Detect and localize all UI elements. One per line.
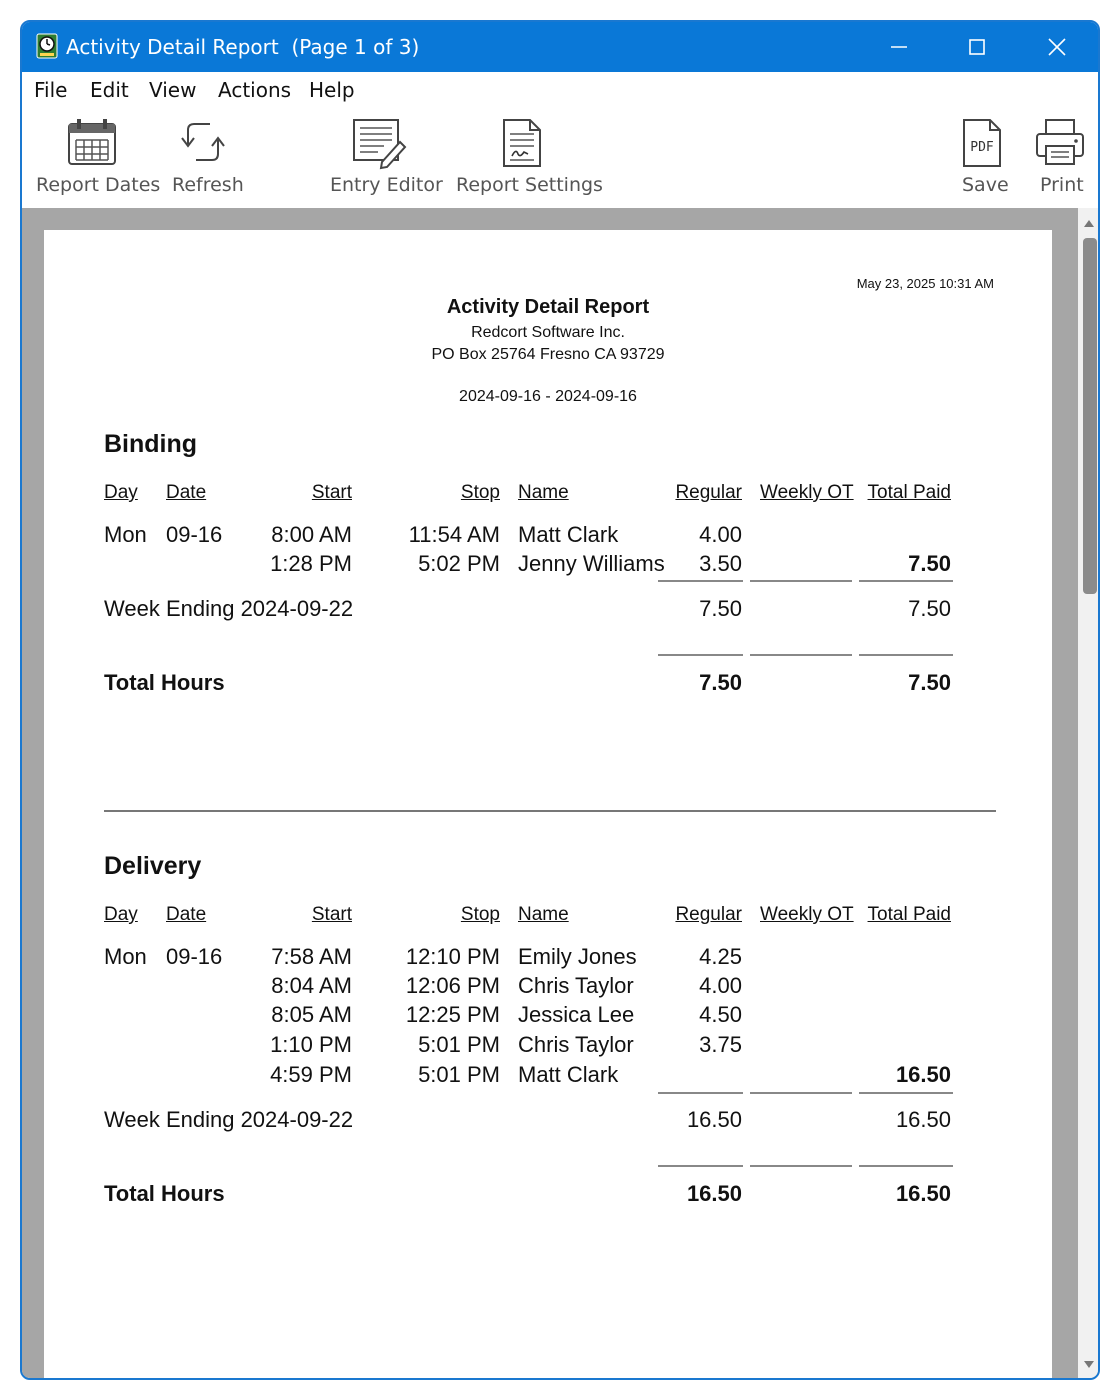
entry-name: Matt Clark: [518, 522, 619, 547]
week-total-paid: 16.50: [895, 1107, 951, 1132]
minimize-icon: [888, 36, 910, 58]
total-rule: [859, 654, 953, 656]
minimize-button[interactable]: [860, 22, 938, 72]
column-header-total-paid: Total Paid: [867, 482, 951, 503]
title-bar[interactable]: [22, 22, 1098, 72]
column-header-start: Start: [311, 904, 352, 925]
report-date-range: 2024-09-16 - 2024-09-16: [459, 388, 637, 405]
entry-stop: 12:25 PM: [405, 1002, 500, 1027]
column-header-stop: Stop: [460, 482, 500, 503]
entry-date: 09-16: [166, 522, 223, 547]
entry-name: Jessica Lee: [518, 1002, 635, 1027]
entry-regular: 3.75: [699, 1032, 742, 1057]
menu-file[interactable]: File: [34, 78, 68, 102]
maximize-button[interactable]: [938, 22, 1016, 72]
refresh-icon: [178, 116, 228, 168]
total-rule: [750, 654, 852, 656]
week-total-paid: 7.50: [908, 596, 951, 621]
menu-view[interactable]: View: [149, 78, 197, 102]
entry-start: 1:10 PM: [270, 1032, 352, 1057]
report-timestamp: May 23, 2025 10:31 AM: [856, 276, 994, 291]
refresh-label: Refresh: [172, 174, 244, 196]
week-regular: 16.50: [686, 1107, 742, 1132]
entry-regular: 4.00: [699, 973, 742, 998]
entry-day: Mon: [104, 944, 147, 969]
total-paid: 16.50: [895, 1181, 951, 1206]
company-address: PO Box 25764 Fresno CA 93729: [431, 346, 665, 363]
report-settings-icon: [500, 116, 544, 170]
section-title-delivery: Delivery: [104, 852, 202, 880]
scroll-up-arrow-icon[interactable]: [1084, 220, 1094, 227]
total-regular: 7.50: [699, 670, 742, 695]
entry-editor-button[interactable]: [322, 108, 443, 208]
print-label: Print: [1040, 174, 1084, 196]
column-header-regular: Regular: [675, 904, 742, 925]
entry-stop: 12:10 PM: [405, 944, 500, 969]
pdf-icon-text: PDF: [970, 140, 994, 155]
entry-start: 7:58 AM: [271, 944, 352, 969]
entry-editor-icon: [352, 116, 408, 170]
column-header-date: Date: [166, 482, 207, 503]
column-header-total-paid: Total Paid: [867, 904, 951, 925]
entry-start: 8:05 AM: [271, 1002, 352, 1027]
toolbar: [22, 108, 1098, 208]
total-rule: [750, 1165, 852, 1167]
report-title: Activity Detail Report: [446, 296, 650, 318]
entry-start: 8:00 AM: [271, 522, 352, 547]
report-page: [44, 230, 1052, 1380]
column-header-name: Name: [518, 482, 569, 503]
total-paid: 7.50: [908, 670, 951, 695]
entry-regular: 4.25: [699, 944, 742, 969]
report-settings-label: Report Settings: [456, 174, 603, 196]
entry-stop: 11:54 AM: [408, 522, 500, 547]
maximize-icon: [966, 36, 988, 58]
entry-start: 4:59 PM: [270, 1062, 352, 1087]
entry-stop: 5:01 PM: [418, 1032, 500, 1057]
subtotal-rule: [859, 1092, 953, 1094]
column-header-weekly-ot: Weekly OT: [760, 482, 854, 503]
report-viewport[interactable]: [22, 208, 1100, 1380]
vertical-scrollbar[interactable]: [1078, 208, 1100, 1380]
entry-regular: 4.00: [699, 522, 742, 547]
report-dates-button[interactable]: [34, 108, 161, 208]
company-name: Redcort Software Inc.: [471, 324, 625, 341]
entry-stop: 12:06 PM: [405, 973, 500, 998]
section-divider: [104, 810, 996, 812]
column-header-day: Day: [104, 904, 138, 925]
menu-bar: [22, 72, 1098, 108]
week-regular: 7.50: [699, 596, 742, 621]
total-hours-label: Total Hours: [104, 1181, 225, 1206]
subtotal-rule: [859, 580, 953, 582]
subtotal-rule: [750, 1092, 852, 1094]
report-settings-button[interactable]: [454, 108, 603, 208]
refresh-button[interactable]: [162, 108, 242, 208]
scroll-down-arrow-icon[interactable]: [1084, 1361, 1094, 1368]
menu-help[interactable]: Help: [309, 78, 355, 102]
calendar-icon: [67, 116, 117, 168]
column-header-date: Date: [166, 904, 207, 925]
entry-stop: 5:02 PM: [418, 551, 500, 576]
app-clock-icon: [36, 33, 58, 59]
column-header-stop: Stop: [460, 904, 500, 925]
week-ending-label: Week Ending 2024-09-22: [104, 1107, 354, 1132]
close-icon: [1046, 36, 1068, 58]
entry-regular: 4.50: [699, 1002, 742, 1027]
column-header-day: Day: [104, 482, 138, 503]
scroll-thumb[interactable]: [1083, 238, 1097, 594]
printer-icon: [1034, 116, 1086, 168]
entry-name: Matt Clark: [518, 1062, 619, 1087]
save-label: Save: [962, 174, 1009, 196]
subtotal-rule: [750, 580, 852, 582]
entry-start: 1:28 PM: [270, 551, 352, 576]
report-dates-label: Report Dates: [36, 174, 161, 196]
total-hours-label: Total Hours: [104, 670, 225, 695]
save-pdf-button[interactable]: [952, 108, 1010, 208]
app-window: [20, 20, 1100, 1380]
total-rule: [658, 1165, 743, 1167]
close-button[interactable]: [1018, 22, 1096, 72]
entry-day: Mon: [104, 522, 147, 547]
column-header-start: Start: [311, 482, 352, 503]
subtotal-rule: [658, 580, 743, 582]
week-ending-label: Week Ending 2024-09-22: [104, 596, 354, 621]
entry-start: 8:04 AM: [271, 973, 352, 998]
column-header-name: Name: [518, 904, 569, 925]
entry-name: Emily Jones: [518, 944, 637, 969]
menu-edit[interactable]: Edit: [90, 78, 129, 102]
entry-editor-label: Entry Editor: [330, 174, 443, 196]
entry-stop: 5:01 PM: [418, 1062, 500, 1087]
entry-total: 7.50: [908, 551, 951, 576]
entry-name: Chris Taylor: [518, 973, 634, 998]
window-title: Activity Detail Report (Page 1 of 3): [66, 35, 420, 59]
entry-name: Chris Taylor: [518, 1032, 634, 1057]
total-rule: [658, 654, 743, 656]
print-button[interactable]: [1030, 108, 1092, 208]
entry-regular: 3.50: [699, 551, 742, 576]
section-title-binding: Binding: [104, 430, 198, 458]
total-regular: 16.50: [686, 1181, 742, 1206]
column-header-weekly-ot: Weekly OT: [760, 904, 854, 925]
menu-actions[interactable]: Actions: [218, 78, 292, 102]
subtotal-rule: [658, 1092, 743, 1094]
column-header-regular: Regular: [675, 482, 742, 503]
entry-name: Jenny Williams: [518, 551, 665, 576]
entry-total: 16.50: [895, 1062, 951, 1087]
total-rule: [859, 1165, 953, 1167]
entry-date: 09-16: [166, 944, 223, 969]
